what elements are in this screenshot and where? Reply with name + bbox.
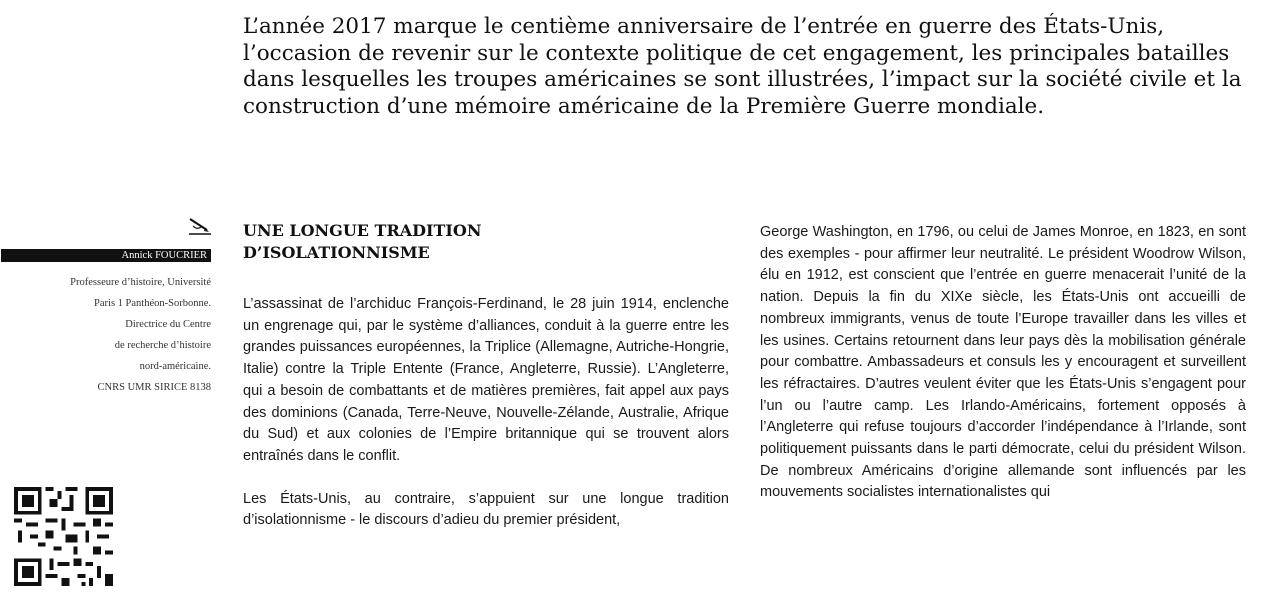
affiliation-line: nord-américaine. — [139, 361, 211, 372]
body-paragraph: L’assassinat de l’archiduc François-Ferdinand, le 28 juin 1914, enclenche un engrenage qui, par le système d’alliances, conduit à la guerre entre les grandes puissances européennes, la Triplice (Allemagne, Autriche-Hongrie, Italie) contre la Triple Entente (France, Angleterre, Russie). L’Angleterre, qui a besoin de combattants et de matières premières, fait appel aux pays des dominions (Canada, Terre-Neuve, Nouvelle-Zélande, Australie, Afrique du Sud) et aux colonies de l’Empire britannique qui se trouvent alors entraînés dans le conflit. — [243, 296, 729, 464]
heading-line: UNE LONGUE TRADITION — [243, 221, 482, 240]
affiliation-line: Professeure d’histoire, Université — [70, 277, 211, 288]
author-name: Annick FOUCRIER — [1, 249, 211, 262]
body-paragraph: George Washington, en 1796, ou celui de James Monroe, en 1823, en sont des exemples - pour affirmer leur neutralité. Le président Woodrow Wilson, élu en 1912, est conscient que l’entrée en guerre menacerait l’unité de la nation. Depuis la fin du XIXe siècle, les États-Unis ont accueilli de nombreux immigrants, venus de toute l’Europe travailler dans les villes et les usines. Certains retournent dans leur pays dès la mobilisation générale pour combattre. Ambassadeurs et consuls les y encouragent et surveillent les réfractaires. D’autres veulent éviter que les États-Unis s’engagent pour l’un ou l’autre camp. Les Irlando-Américains, fortement opposés à l’Angleterre qui refuse toujours d’accorder l’indépendance à l’Irlande, sont politiquement puissants dans le parti démocrate, celui du président Wilson. De nombreux Américains d’origine allemande sont influencés par les mouvements socialistes internationalistes qui — [760, 224, 1246, 501]
qr-code-icon[interactable] — [14, 487, 113, 586]
affiliation-line: CNRS UMR SIRICE 8138 — [97, 382, 211, 393]
affiliation-line: de recherche d’histoire — [114, 340, 211, 351]
article-column-2 — [760, 222, 1246, 504]
section-heading — [243, 220, 729, 264]
author-affiliation — [0, 272, 211, 398]
intro-block — [243, 14, 1255, 120]
body-paragraph: Les États-Unis, au contraire, s’appuient sur une longue tradition d’isolationnisme - le discours d’adieu du premier président, — [243, 490, 729, 529]
affiliation-line: Directrice du Centre — [125, 319, 211, 330]
affiliation-line: Paris 1 Panthéon-Sorbonne. — [94, 298, 211, 309]
intro-text: L’année 2017 marque le centième anniversaire de l’entrée en guerre des États-Unis, l’occasion de revenir sur le contexte politique de cet engagement, les principales batailles dans lesquelles les troupes américaines se sont illustrées, l’impact sur la société civile et la construction d’une mémoire américaine de la Première Guerre mondiale. — [243, 14, 1242, 119]
article-column-1 — [243, 220, 729, 532]
heading-line: D’ISOLATIONNISME — [243, 243, 430, 262]
pen-icon — [187, 216, 213, 236]
